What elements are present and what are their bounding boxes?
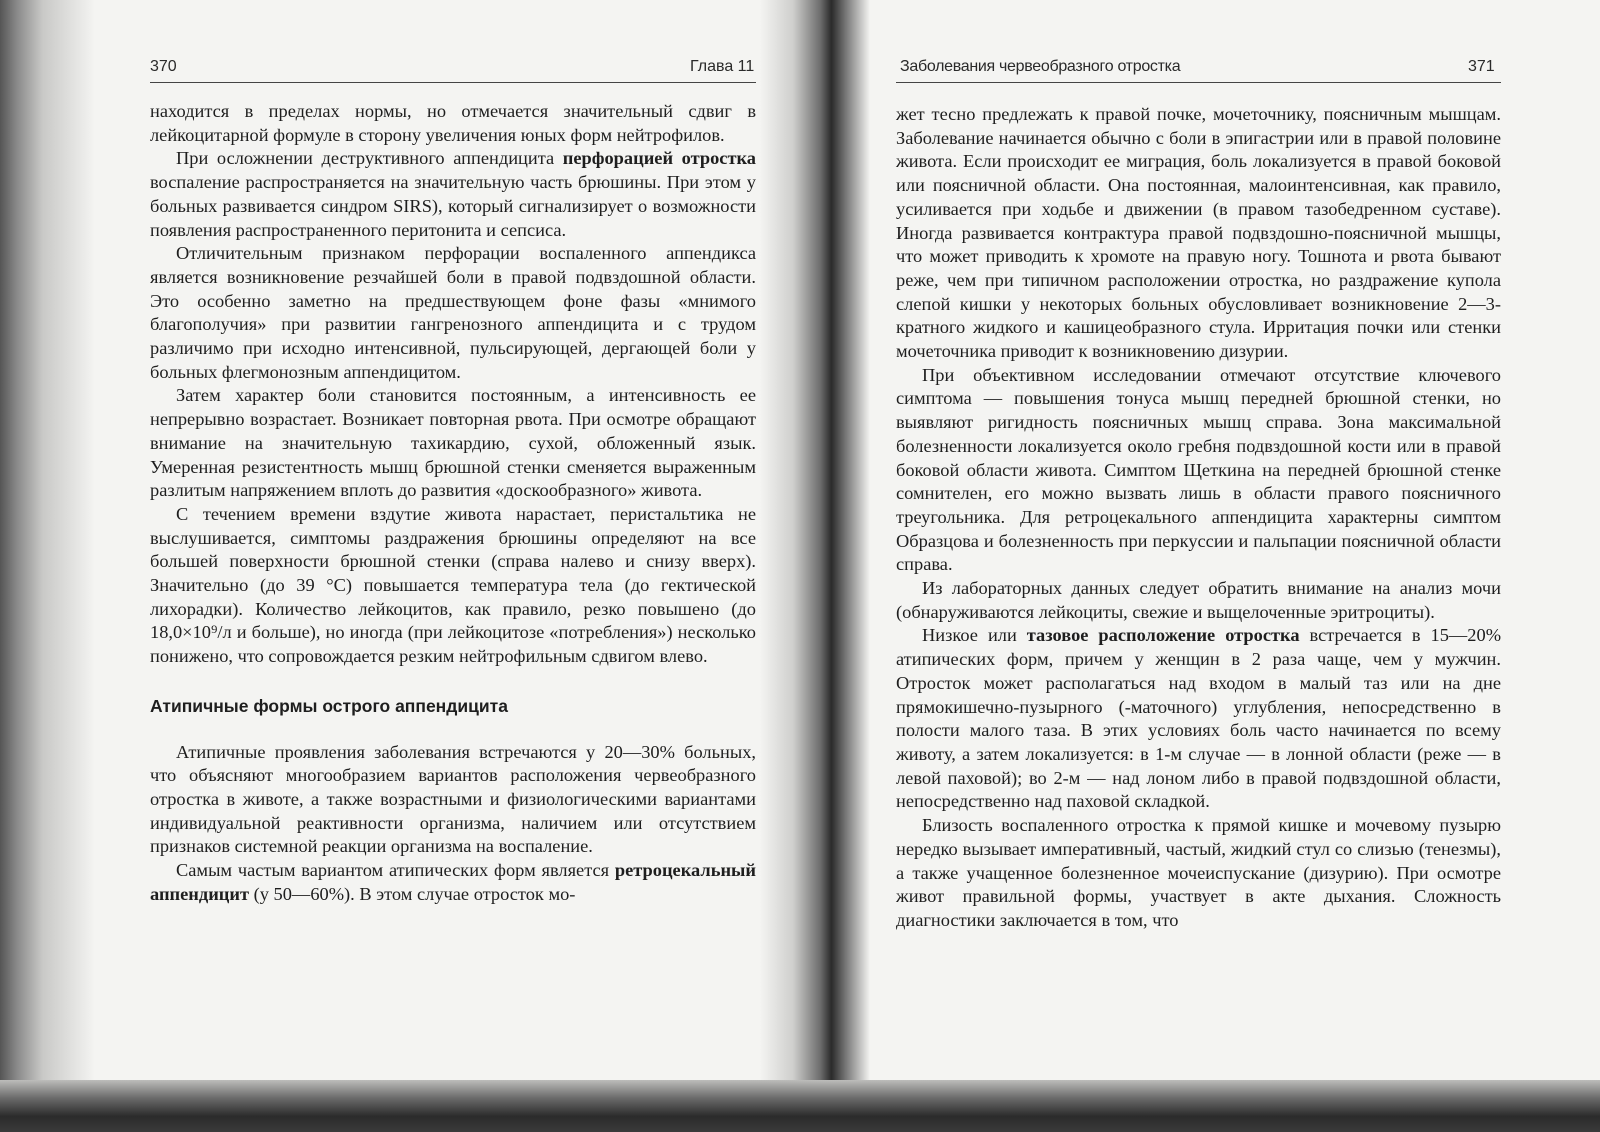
right-continuation-paragraph: жет тесно предлежать к правой почке, мочеточнику, поясничным мышцам. Заболевание начинается обычно с боли в эпигастрии или в правой половине живота. Если происходит ее миграция, боль локализуется в правой боковой или поясничной области. Она постоянная, малоинтенсивная, как правило, усиливается при ходьбе и движении (в правом тазобедренном суставе). Иногда развивается контрактура правой подвздошно-поясничной мышцы, что может приводить к хромоте на правую ногу. Тошнота и рвота бывают реже, чем при типичном расположении отростка, но раздражение купола слепой кишки у некоторых больных обусловливает возникновение 2—3-кратного жидкого и кашицеобразного стула. Ирритация почки или стенки мочеточника приводит к возникновению дизурии.	[896, 104, 1501, 362]
book-gutter-shadow	[760, 0, 870, 1100]
left-chapter-title: Глава 11	[690, 58, 755, 75]
left-p6-after: (у 50—60%). В этом случае отросток мо-	[249, 883, 576, 904]
right-paragraph-4: Близость воспаленного отростка к прямой кишке и мочевому пузырю нередко вызывает императивный, частый, жидкий стул со слизью (тенезмы), а также учащенное болезненное мочеиспускание (дизурию). При осмотре живот правильной формы, участвует в акте дыхания. Сложность диагностики заключается в том, что	[896, 815, 1501, 930]
left-p6-bold-term: ретроцекальный аппендицит	[150, 860, 756, 904]
left-paragraph-2: Отличительным признаком перфорации воспаленного аппендикса является возникновение резчайшей боли в правой подвздошной области. Это особенно заметно на предшествующем фоне фазы «мнимого благополучия» при развитии гангренозного аппендицита и с трудом различимо при исходно интенсивной, пульсирующей, дергающей боли у больных флегмонозным аппендицитом.	[150, 243, 756, 382]
right-p3-after: встречается в 15—20% атипических форм, причем у женщин в 2 раза чаще, чем у мужчин. Отросток может располагаться над входом в малый таз или на дне прямокишечно-пузырного (-маточного) углубления, непосредственно в полости малого таза. В этих условиях боль часто начинается по всему животу, а затем локализуется: в 1-м случае — в лонной области (реже — в левой паховой); во 2-м — над лоном либо в правой подвздошной области, непосредственно над паховой складкой.	[896, 625, 1502, 812]
left-continuation-paragraph: находится в пределах нормы, но отмечается значительный сдвиг в лейкоцитарной формуле в сторону увеличения юных форм нейтрофилов.	[150, 101, 756, 145]
right-running-title: Заболевания червеобразного отростка	[900, 58, 1181, 75]
right-p3-bold-term: тазовое расположение отростка	[1026, 625, 1300, 646]
right-page	[820, 0, 1600, 1090]
scanner-bottom-edge	[0, 1080, 1600, 1132]
left-page-edge-shadow	[0, 0, 95, 1100]
right-paragraph-2: Из лабораторных данных следует обратить внимание на анализ мочи (обнаруживаются лейкоциты, свежие и выщелоченные эритроциты).	[896, 578, 1501, 622]
left-p1-bold-term: перфорацией отростка	[562, 148, 756, 169]
left-paragraph-5: Атипичные проявления заболевания встречаются у 20—30% больных, что объясняют многообразием вариантов расположения червеобразного отростка в животе, а также возрастными и физиологическими вариантами индивидуальной реактивности организма, наличием или отсутствием признаков системной реакции организма на воспаление.	[150, 741, 756, 857]
left-paragraph-3: Затем характер боли становится постоянным, а интенсивность ее непрерывно возрастает. Возникает повторная рвота. При осмотре обращают внимание на значительную тахикардию, сухой, обложенный язык. Умеренная резистентность мышц брюшной стенки сменяется выраженным разлитым напряжением вплоть до развития «доскообразного» живота.	[150, 385, 756, 501]
left-paragraph-4: С течением времени вздутие живота нарастает, перистальтика не выслушивается, симптомы раздражения брюшины определяют на все большей поверхности брюшной стенки (справа налево и снизу вверх). Значительно (до 39 °С) повышается температура тела (до гектической лихорадки). Количество лейкоцитов, как правило, резко повышено (до 18,0×10⁹/л и больше), но иногда (при лейкоцитозе «потребления») несколько понижено, что сопровождается резким нейтрофильным сдвигом влево.	[150, 503, 756, 667]
left-paragraph-6	[150, 859, 756, 906]
left-p1-after: воспаление распространяется на значительную часть брюшины. При этом у больных развивается синдром SIRS), который сигнализирует о возможности появления распространенного перитонита и сепсиса.	[150, 172, 756, 240]
right-text-block	[896, 103, 1501, 933]
right-page-number: 371	[1468, 58, 1495, 75]
left-page-number: 370	[150, 58, 177, 75]
right-p3-before: Низкое или	[922, 625, 1027, 646]
left-page	[0, 0, 820, 1090]
right-paragraph-3	[896, 624, 1501, 814]
left-text-block	[150, 100, 756, 907]
left-p1-before: При осложнении деструктивного аппендицита	[176, 148, 563, 169]
right-paragraph-1: При объективном исследовании отмечают отсутствие ключевого симптома — повышения тонуса мышц передней брюшной стенки, но выявляют ригидность поясничных мышц справа. Зона максимальной болезненности локализуется около гребня подвздошной кости или в правой боковой области живота. Симптом Щеткина на передней брюшной стенке сомнителен, его можно вызвать лишь в области правого поясничного треугольника. Для ретроцекального аппендицита характерны симптом Образцова и болезненность при перкуссии и пальпации поясничной области справа.	[896, 364, 1501, 575]
right-header-rule	[896, 82, 1501, 83]
section-heading: Атипичные формы острого аппендицита	[150, 695, 508, 716]
left-paragraph-1	[150, 147, 756, 242]
left-header-rule	[150, 82, 756, 83]
left-p6-before: Самым частым вариантом атипических форм является	[176, 860, 615, 881]
